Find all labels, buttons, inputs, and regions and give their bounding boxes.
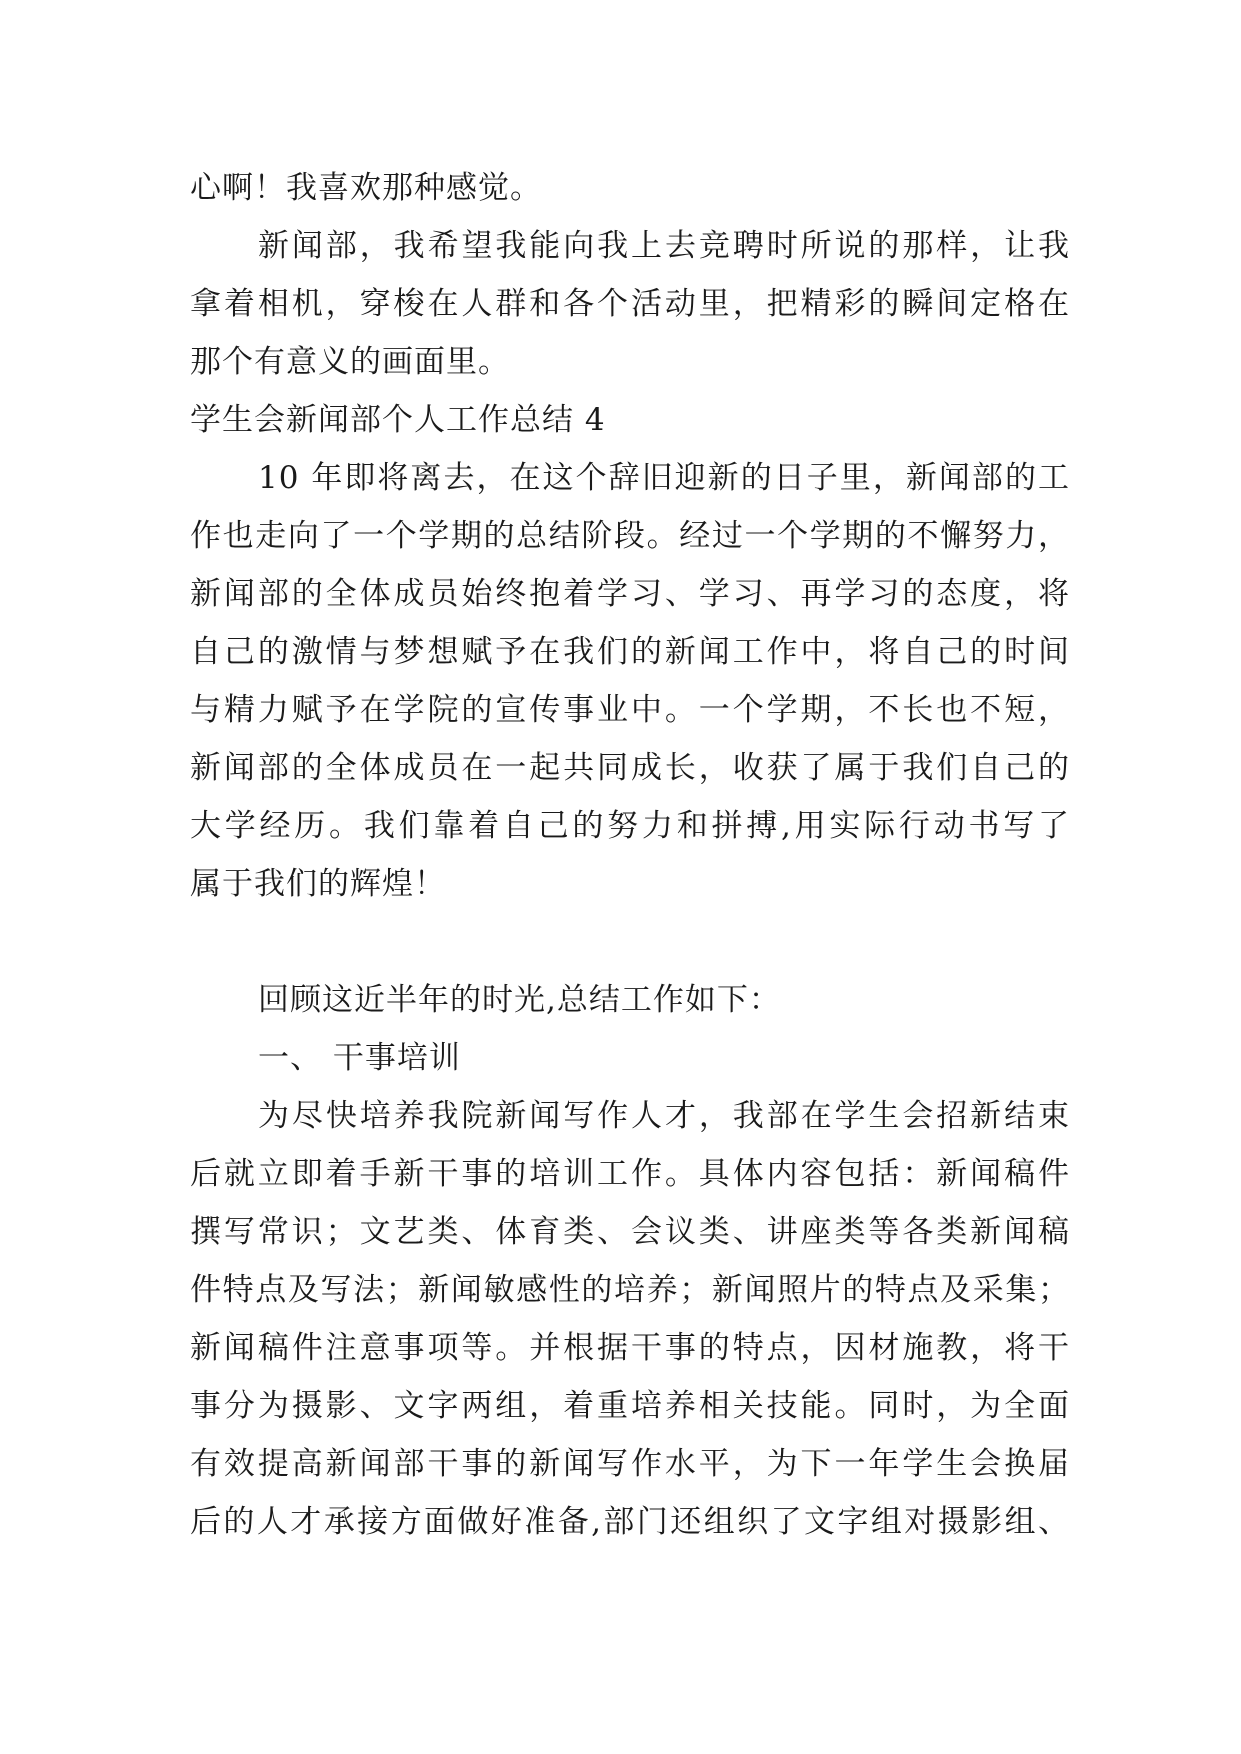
text-line-18: 撰写常识；文艺类、体育类、会议类、讲座类等各类新闻稿: [190, 1214, 1070, 1250]
text-line-16: 为尽快培养我院新闻写作人才，我部在学生会招新结束: [258, 1098, 1070, 1134]
text-line-23: 后的人才承接方面做好准备,部门还组织了文字组对摄影组、: [190, 1504, 1070, 1540]
text-line-10: 与精力赋予在学院的宣传事业中。一个学期，不长也不短，: [190, 692, 1070, 728]
text-line-6: 10 年即将离去，在这个辞旧迎新的日子里，新闻部的工: [258, 460, 1070, 496]
text-line-17: 后就立即着手新干事的培训工作。具体内容包括：新闻稿件: [190, 1156, 1070, 1192]
text-line-9: 自己的激情与梦想赋予在我们的新闻工作中，将自己的时间: [190, 634, 1070, 670]
text-line-14: 回顾这近半年的时光,总结工作如下：: [258, 982, 781, 1018]
text-line-8: 新闻部的全体成员始终抱着学习、学习、再学习的态度，将: [190, 576, 1070, 612]
text-line-19: 件特点及写法；新闻敏感性的培养；新闻照片的特点及采集；: [190, 1272, 1070, 1308]
text-line-2: 新闻部，我希望我能向我上去竞聘时所说的那样，让我: [258, 228, 1070, 264]
text-line-22: 有效提高新闻部干事的新闻写作水平，为下一年学生会换届: [190, 1446, 1070, 1482]
text-line-1: 心啊！我喜欢那种感觉。: [190, 170, 542, 206]
text-line-7: 作也走向了一个学期的总结阶段。经过一个学期的不懈努力，: [190, 518, 1070, 554]
text-line-4: 那个有意义的画面里。: [190, 344, 510, 380]
text-line-13: 属于我们的辉煌！: [190, 866, 446, 902]
section-heading: 学生会新闻部个人工作总结 4: [190, 402, 606, 438]
text-line-11: 新闻部的全体成员在一起共同成长，收获了属于我们自己的: [190, 750, 1070, 786]
text-line-3: 拿着相机，穿梭在人群和各个活动里，把精彩的瞬间定格在: [190, 286, 1070, 322]
text-line-21: 事分为摄影、文字两组，着重培养相关技能。同时，为全面: [190, 1388, 1070, 1424]
subheading-training: 一、 干事培训: [258, 1040, 461, 1076]
text-line-12: 大学经历。我们靠着自己的努力和拼搏,用实际行动书写了: [190, 808, 1070, 844]
text-line-20: 新闻稿件注意事项等。并根据干事的特点，因材施教，将干: [190, 1330, 1070, 1366]
